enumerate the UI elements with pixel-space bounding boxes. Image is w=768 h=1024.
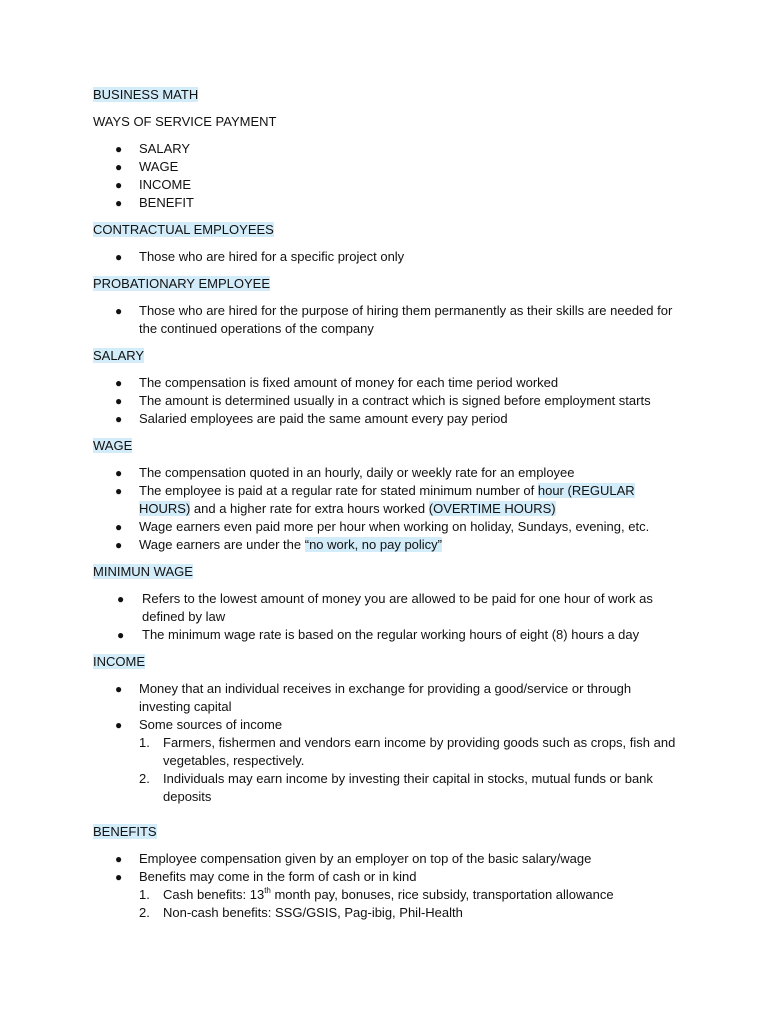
probationary-list [93, 302, 683, 338]
section-heading-contractual: CONTRACTUAL EMPLOYEES [93, 222, 274, 237]
list-item: ● Some sources of income 1. Farmers, fishermen and vendors earn income by providing goods such as crops, fish and vegetables, respectively. 2. Individuals may earn income by investing their capital in stocks, mutual funds or bank deposits [93, 716, 683, 806]
highlight-no-work-no-pay: “no work, no pay policy” [304, 537, 443, 552]
bullet-icon: ● [115, 718, 123, 732]
contractual-list [93, 248, 683, 266]
bullet-icon: ● [115, 304, 123, 318]
list-item: ● WAGE [115, 159, 179, 174]
list-item: ● Refers to the lowest amount of money you are allowed to be paid for one hour of work as defined by law [117, 591, 653, 624]
highlight-overtime-hours: (OVERTIME HOURS) [428, 501, 556, 516]
list-item: ● The compensation is fixed amount of money for each time period worked [115, 375, 559, 390]
bullet-icon: ● [117, 628, 125, 642]
bullet-icon: ● [115, 484, 123, 498]
benefit-types-list [139, 886, 683, 922]
numbered-item: 1. Farmers, fishermen and vendors earn income by providing goods such as crops, fish and vegetables, respectively. [139, 735, 676, 768]
bullet-icon: ● [115, 538, 123, 552]
bullet-icon: ● [115, 376, 123, 390]
income-list [93, 680, 683, 806]
section-heading-ways: WAYS OF SERVICE PAYMENT [93, 114, 277, 129]
ways-list [93, 140, 683, 212]
income-sources-list [139, 734, 683, 806]
list-item: ● The amount is determined usually in a contract which is signed before employment starts [115, 393, 651, 408]
minimum-wage-list [93, 590, 683, 644]
list-item: ● Wage earners are under the “no work, no pay policy” [115, 537, 443, 552]
benefits-list [93, 850, 683, 922]
list-item: ● BENEFIT [115, 195, 194, 210]
bullet-icon: ● [115, 412, 123, 426]
section-heading-benefits: BENEFITS [93, 824, 157, 839]
highlight-regular-hours: hour (REGULAR HOURS) [139, 483, 635, 516]
list-item: ● The employee is paid at a regular rate for stated minimum number of hour (REGULAR HOURS) and a higher rate for extra hours worked (OVERTIME HOURS) [115, 483, 635, 516]
bullet-icon: ● [115, 196, 123, 210]
bullet-icon: ● [115, 160, 123, 174]
numbered-item: 2. Individuals may earn income by investing their capital in stocks, mutual funds or bank deposits [139, 771, 653, 804]
bullet-icon: ● [115, 520, 123, 534]
salary-list [93, 374, 683, 428]
numbered-item: 2. Non-cash benefits: SSG/GSIS, Pag-ibig, Phil-Health [139, 905, 463, 920]
list-item: ● Those who are hired for the purpose of hiring them permanently as their skills are needed for the continued operations of the company [115, 303, 673, 336]
bullet-icon: ● [115, 682, 123, 696]
document-title: BUSINESS MATH [93, 87, 199, 102]
section-heading-income: INCOME [93, 654, 145, 669]
wage-list [93, 464, 683, 554]
list-item: ● The compensation quoted in an hourly, daily or weekly rate for an employee [115, 465, 575, 480]
section-heading-probationary: PROBATIONARY EMPLOYEE [93, 276, 270, 291]
document-page [93, 86, 683, 931]
list-item: ● Employee compensation given by an employer on top of the basic salary/wage [115, 851, 592, 866]
list-item: ● The minimum wage rate is based on the regular working hours of eight (8) hours a day [117, 627, 640, 642]
bullet-icon: ● [117, 592, 125, 606]
section-heading-minimum-wage: MINIMUN WAGE [93, 564, 193, 579]
list-item: ● Those who are hired for a specific project only [115, 249, 405, 264]
bullet-icon: ● [115, 250, 123, 264]
bullet-icon: ● [115, 466, 123, 480]
list-item: ● Wage earners even paid more per hour when working on holiday, Sundays, evening, etc. [115, 519, 650, 534]
bullet-icon: ● [115, 142, 123, 156]
bullet-icon: ● [115, 178, 123, 192]
bullet-icon: ● [115, 870, 123, 884]
list-item: ● Salaried employees are paid the same amount every pay period [115, 411, 508, 426]
bullet-icon: ● [115, 394, 123, 408]
list-item: ● Money that an individual receives in exchange for providing a good/service or through investing capital [115, 681, 632, 714]
section-heading-wage: WAGE [93, 438, 133, 453]
numbered-item: 1. Cash benefits: 13th month pay, bonuses, rice subsidy, transportation allowance [139, 886, 614, 902]
bullet-icon: ● [115, 852, 123, 866]
section-heading-salary: SALARY [93, 348, 145, 363]
list-item: ● Benefits may come in the form of cash or in kind 1. Cash benefits: 13th month pay, bonuses, rice subsidy, transportation allowance 2. Non-cash benefits: SSG/GSIS, Pag-ibig, Phil-Health [93, 868, 683, 922]
list-item: ● SALARY [115, 141, 191, 156]
list-item: ● INCOME [115, 177, 191, 192]
